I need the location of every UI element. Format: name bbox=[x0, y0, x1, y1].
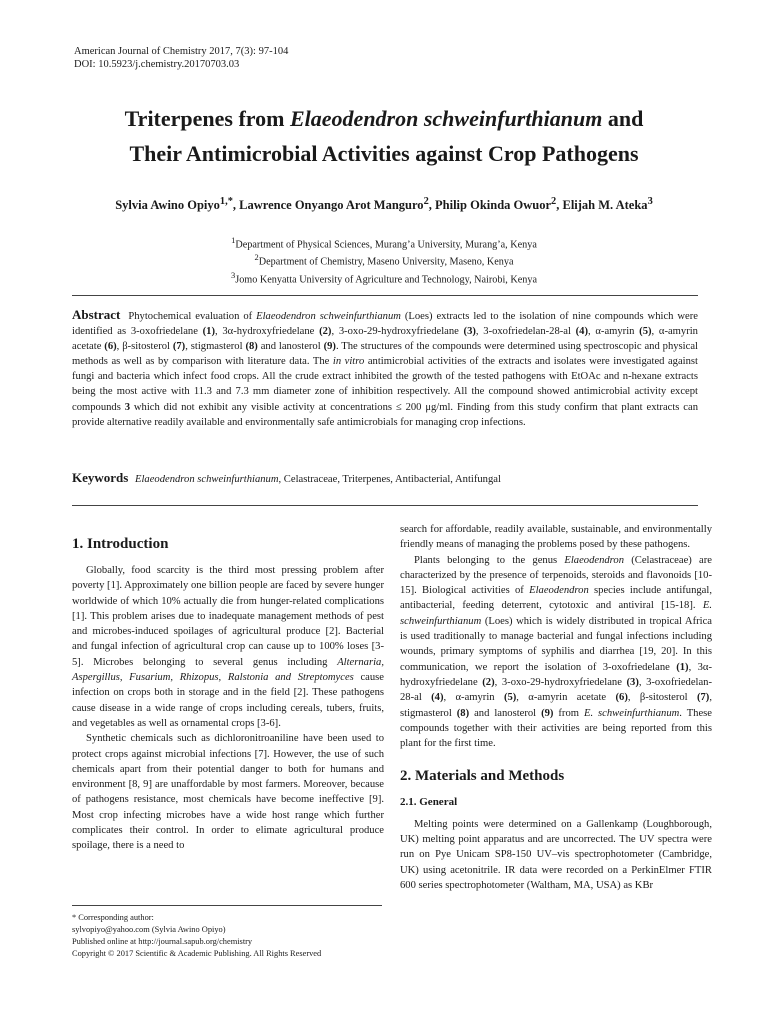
affiliation: Jomo Kenyatta University of Agriculture and Technology, Nairobi, Kenya bbox=[235, 274, 537, 286]
abstract-label: Abstract bbox=[72, 307, 121, 322]
title-species: Elaeodendron schweinfurthianum bbox=[290, 106, 603, 131]
paragraph: Synthetic chemicals such as dichloronitroaniline have been used to protect crops against microbial infections [7]. However, the use of such chemicals apart from their potential danger to both for humans and environment [8, 9] are unaffordable by most farmers. Moreover, because of pathogens resistance, most chemicals have become ineffective [9]. Most crop infecting microbes have a wide host range which further complicates their control. In order to elimate agricultural produce spoilage, there is a need to bbox=[72, 733, 384, 852]
footnote-line: * Corresponding author: bbox=[72, 913, 154, 922]
keyword-species: Elaeodendron schweinfurthianum bbox=[135, 474, 279, 485]
species-italic: E. schweinfurthianum bbox=[400, 600, 712, 627]
paragraph-text: (Celastraceae) are characterized by the presence of terpenoids, steroids and flavonoids [10-15]. Biological activities of bbox=[400, 554, 712, 597]
paragraph-text: species include antifungal, antibacterial, feeding deterrent, cytotoxic and antiviral [15-18]. bbox=[400, 585, 712, 612]
affiliation: Department of Physical Sciences, Murang’a University, Murang’a, Kenya bbox=[235, 239, 537, 251]
genus-italic: Elaeodendron bbox=[564, 554, 624, 566]
footnote-line: Published online at http://journal.sapub.org/chemistry bbox=[72, 937, 253, 946]
paragraph-text: , 3-oxofriedelan-28-al bbox=[400, 676, 712, 704]
paragraph bbox=[400, 553, 712, 752]
author-sup: 3 bbox=[647, 196, 653, 207]
subsection-heading-general: 2.1. General bbox=[400, 796, 458, 809]
left-column bbox=[72, 522, 384, 854]
title-text: and bbox=[602, 106, 644, 131]
affil-sup: 1 bbox=[231, 235, 236, 245]
author-list bbox=[40, 196, 728, 213]
compound-ref: (9) bbox=[541, 707, 554, 719]
author-sup: 1,* bbox=[219, 196, 233, 207]
abstract-text: . The structures of the compounds were determined using spectroscopic and physical methods as well as by comparison with literature data. The bbox=[72, 341, 698, 368]
title-text: Triterpenes from bbox=[124, 106, 290, 131]
paragraph bbox=[72, 563, 384, 731]
abstract-text: and lanosterol bbox=[257, 341, 324, 353]
paragraph-text: cause infection on crops both in storage and in the field [2]. These pathogens cause disease in a wide range of crops including cereals, tubers, fruits, and vegetables as well as ornamental crops [3-6]. bbox=[72, 672, 384, 729]
abstract-text: , 3-oxo-29-hydroxyfriedelane bbox=[331, 326, 464, 338]
author: Lawrence Onyango Arot Manguro bbox=[239, 198, 424, 213]
author-sep: , bbox=[428, 198, 436, 213]
journal-citation: American Journal of Chemistry 2017, 7(3): 97-104 bbox=[74, 46, 289, 57]
compound-ref: (8) bbox=[245, 341, 258, 353]
paragraph-text: from bbox=[553, 707, 584, 719]
compound-ref: (8) bbox=[456, 707, 470, 719]
right-column bbox=[400, 522, 712, 893]
abstract-text: antimicrobial activities of the extracts and isolates were investigated against fungi and bacteria which infect food crops. All the crude extract inhibited the growth of the tested pathogens with EtOAc and n-hexane extracts being the most active with 11.3 and 7.3 mm diameter zone of inhibition respectively. All the compound showed antimicrobial activity except compounds bbox=[72, 356, 698, 413]
author-sup: 2 bbox=[423, 196, 429, 207]
footnote-email: sylvopiyo@yahoo.com (Sylvia Awino Opiyo) bbox=[72, 925, 226, 934]
paragraph: Melting points were determined on a Gallenkamp (Loughborough, UK) melting point apparatus and are uncorrected. The UV spectra were run on Pye Unicam SP8-150 UV–vis spectrophotometer (Cambridge, UK) using acetonitrile. IR data were recorded on a PerkinElmer FTIR 600 series spectrophotometer (Waltham, MA, USA) as KBr bbox=[400, 818, 712, 891]
paragraph-text: and lanosterol bbox=[469, 707, 542, 719]
footnote-divider bbox=[72, 905, 382, 906]
footnote bbox=[72, 912, 382, 960]
abstract-text: , β-sitosterol bbox=[116, 341, 173, 353]
species-italic: E. schweinfurthianum bbox=[583, 707, 680, 719]
abstract bbox=[72, 307, 698, 430]
journal-header bbox=[74, 45, 288, 71]
paragraph-text: , α-amyrin bbox=[443, 692, 504, 704]
paragraph-text: (Loes) which is widely distributed in tropical Africa is used traditionally to manage bacterial and fungal infections including wounds, primary symptoms of syphilis and diarrhea [19, 20]. In this communication, we report the isolation of 3-oxofriedelane bbox=[400, 615, 712, 673]
compound-ref: (4) bbox=[431, 692, 444, 704]
compound-ref: (5) bbox=[503, 692, 517, 704]
abstract-text: , α-amyrin bbox=[588, 326, 640, 338]
compound-ref: (4) bbox=[575, 326, 588, 338]
affiliations bbox=[40, 234, 728, 286]
author: Elijah M. Ateka bbox=[562, 198, 648, 213]
compound-ref: (9) bbox=[323, 341, 336, 353]
abstract-text: , 3-oxofriedelan-28-al bbox=[475, 326, 576, 338]
genus-italic: Elaeodendron bbox=[529, 585, 589, 597]
abstract-species: Elaeodendron schweinfurthianum bbox=[256, 311, 401, 322]
abstract-text: which did not exhibit any visible activity at concentrations ≤ 200 μg/ml. Finding from this study confirm that plant extracts can provide alternative readily available and environmentally safe antimicrobials for managing crop infections. bbox=[72, 401, 699, 428]
divider bbox=[72, 295, 698, 296]
doi: DOI: 10.5923/j.chemistry.20170703.03 bbox=[74, 59, 240, 70]
affiliation: Department of Chemistry, Maseno University, Maseno, Kenya bbox=[258, 256, 514, 268]
genera-italic: Alternaria, Aspergillus, Fusarium, Rhizopus, Ralstonia and Streptomyces bbox=[72, 656, 384, 684]
author-sep: , bbox=[232, 198, 240, 213]
keywords bbox=[72, 470, 698, 486]
author-sup: 2 bbox=[551, 196, 557, 207]
compound-ref: (5) bbox=[639, 326, 652, 338]
abstract-text: (Loes) extracts led to the isolation of nine compounds which were identified as 3-oxofriedelane bbox=[72, 311, 698, 338]
paragraph-text: , stigmasterol bbox=[400, 692, 712, 719]
abstract-text: , stigmasterol bbox=[185, 341, 246, 353]
paragraph-text: , 3α-hydroxyfriedelane bbox=[400, 661, 712, 688]
paragraph: search for affordable, readily available, sustainable, and environmentally friendly means of managing the problems posed by these pathogens. bbox=[400, 524, 712, 551]
paragraph-text: , β-sitosterol bbox=[627, 692, 697, 704]
affil-sup: 3 bbox=[231, 269, 236, 280]
paragraph-text: Plants belonging to the genus bbox=[414, 554, 565, 566]
abstract-italic: in vitro bbox=[332, 356, 365, 368]
paragraph-text: , 3-oxo-29-hydroxyfriedelane bbox=[494, 676, 627, 688]
compound-ref: (7) bbox=[696, 692, 710, 704]
section-heading-introduction: 1. Introduction bbox=[72, 536, 169, 552]
compound-ref: (7) bbox=[172, 341, 186, 353]
author: Sylvia Awino Opiyo bbox=[115, 198, 220, 213]
compound-ref: (1) bbox=[202, 326, 215, 338]
compound-ref: (3) bbox=[463, 326, 476, 338]
author-sep: , bbox=[556, 198, 563, 213]
compound-ref: (1) bbox=[676, 661, 689, 673]
author: Philip Okinda Owuor bbox=[435, 198, 552, 213]
compound-ref: (2) bbox=[319, 326, 332, 338]
divider bbox=[72, 505, 698, 506]
paragraph-text: Globally, food scarcity is the third most pressing problem after poverty [1]. Approximately one billion people are faced by severe hunger worldwide of which 10% actually die from hunger-related complications [1]. This problem arises due to inadequate management methods of pest and microbes-induced spoilages of agricultural produce [2]. Bacterial and fungal infection of agricultural crop can cause up to 100% loses [3-5]. Microbes belonging to several genus including bbox=[72, 565, 384, 668]
paragraph-text: . These compounds together with their activities are being reported from this plant for the first time. bbox=[400, 707, 712, 750]
section-heading-methods: 2. Materials and Methods bbox=[400, 768, 565, 785]
compound-ref: (3) bbox=[626, 676, 639, 688]
compound-ref: (6) bbox=[104, 341, 117, 353]
paragraph-text: , α-amyrin acetate bbox=[516, 692, 616, 704]
abstract-text: Phytochemical evaluation of bbox=[128, 311, 257, 322]
paper-title bbox=[40, 101, 728, 171]
copyright: Copyright © 2017 Scientific & Academic Publishing. All Rights Reserved bbox=[72, 949, 322, 958]
keywords-label: Keywords bbox=[72, 470, 129, 485]
compound-ref: (6) bbox=[615, 692, 628, 704]
abstract-text: , 3α-hydroxyfriedelane bbox=[214, 326, 320, 338]
keyword-list: , Celastraceae, Triterpenes, Antibacterial, Antifungal bbox=[278, 474, 501, 485]
affil-sup: 2 bbox=[254, 252, 259, 263]
abstract-text: , α-amyrin acetate bbox=[72, 326, 698, 353]
compound-ref: (2) bbox=[482, 676, 495, 688]
title-line2: Their Antimicrobial Activities against Crop Pathogens bbox=[129, 141, 639, 166]
compound-ref: 3 bbox=[124, 401, 131, 413]
